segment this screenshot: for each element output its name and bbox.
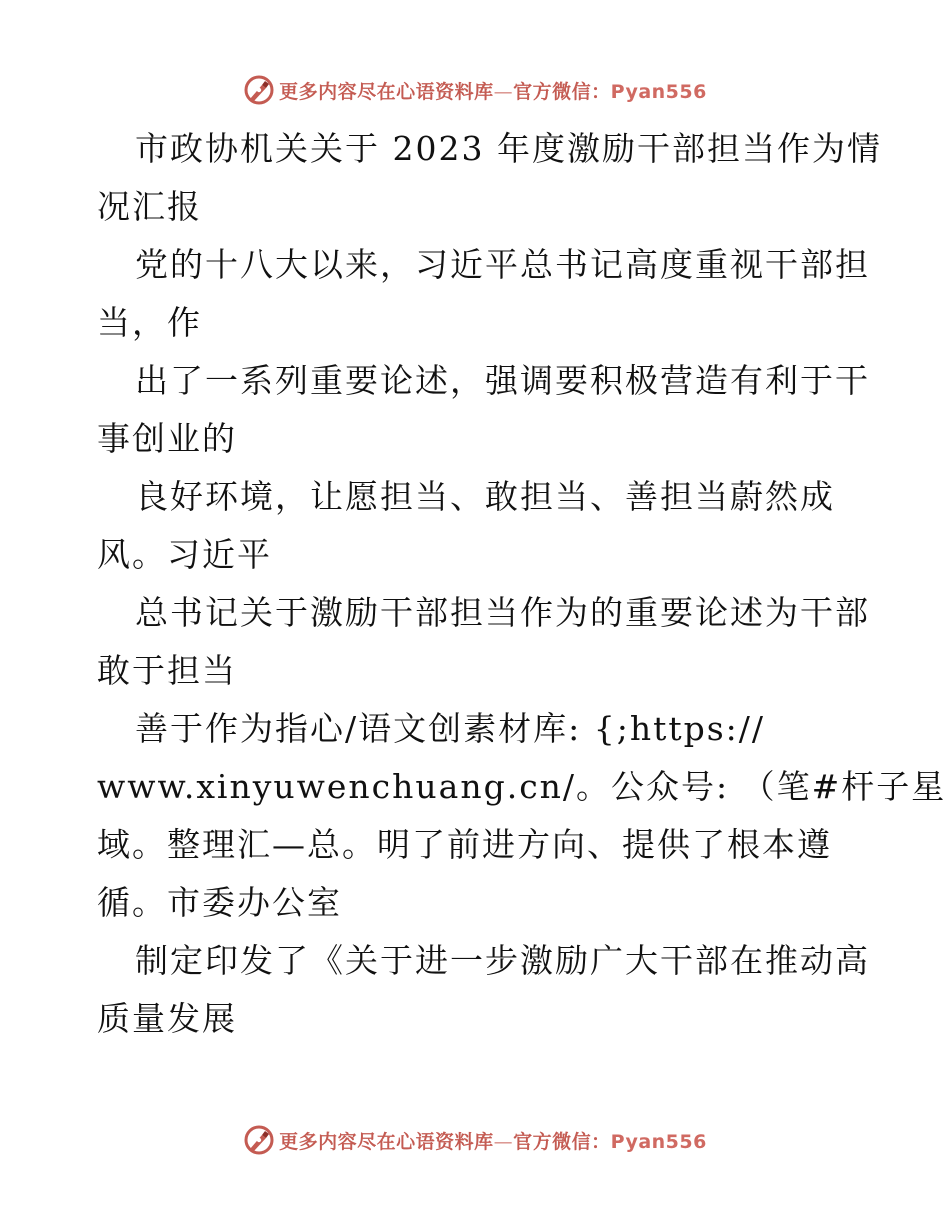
body-line: www.xinyuwenchuang.cn/。公众号: （笔#杆子星 bbox=[97, 767, 947, 806]
footer-watermark bbox=[0, 1120, 950, 1160]
watermark-wechat-label: 官方微信： bbox=[513, 80, 611, 103]
pen-circle-logo-icon bbox=[243, 1124, 275, 1156]
body-line: 善于作为指心/语文创素材库: {;https:// bbox=[135, 709, 766, 748]
body-line: 当，作 bbox=[97, 303, 202, 342]
watermark-wechat-id: Pyan556 bbox=[610, 1130, 707, 1153]
pen-circle-logo-icon bbox=[243, 74, 275, 106]
document-body bbox=[97, 120, 947, 1048]
body-line: 事创业的 bbox=[97, 419, 237, 458]
body-line: 制定印发了《关于进一步激励广大干部在推动高 bbox=[135, 941, 870, 980]
watermark-separator: — bbox=[493, 80, 514, 103]
watermark-site-text: 更多内容尽在心语资料库 bbox=[279, 1130, 494, 1153]
body-line: 良好环境，让愿担当、敢担当、善担当蔚然成 bbox=[135, 477, 835, 516]
watermark-separator: — bbox=[493, 1130, 514, 1153]
body-line: 风。习近平 bbox=[97, 535, 272, 574]
body-line: 党的十八大以来，习近平总书记高度重视干部担 bbox=[135, 245, 870, 284]
body-line: 质量发展 bbox=[97, 999, 237, 1038]
body-line: 循。市委办公室 bbox=[97, 883, 342, 922]
body-line: 敢于担当 bbox=[97, 651, 237, 690]
body-line: 域。整理汇—总。明了前进方向、提供了根本遵 bbox=[97, 825, 832, 864]
watermark-text bbox=[279, 1127, 707, 1154]
watermark-site-text: 更多内容尽在心语资料库 bbox=[279, 80, 494, 103]
body-line: 况汇报 bbox=[97, 187, 202, 226]
body-line: 市政协机关关于 2023 年度激励干部担当作为情 bbox=[135, 129, 882, 168]
header-watermark bbox=[0, 70, 950, 110]
watermark-wechat-id: Pyan556 bbox=[610, 80, 707, 103]
body-line: 总书记关于激励干部担当作为的重要论述为干部 bbox=[135, 593, 870, 632]
watermark-text bbox=[279, 77, 707, 104]
body-line: 出了一系列重要论述，强调要积极营造有利于干 bbox=[135, 361, 870, 400]
watermark-wechat-label: 官方微信： bbox=[513, 1130, 611, 1153]
